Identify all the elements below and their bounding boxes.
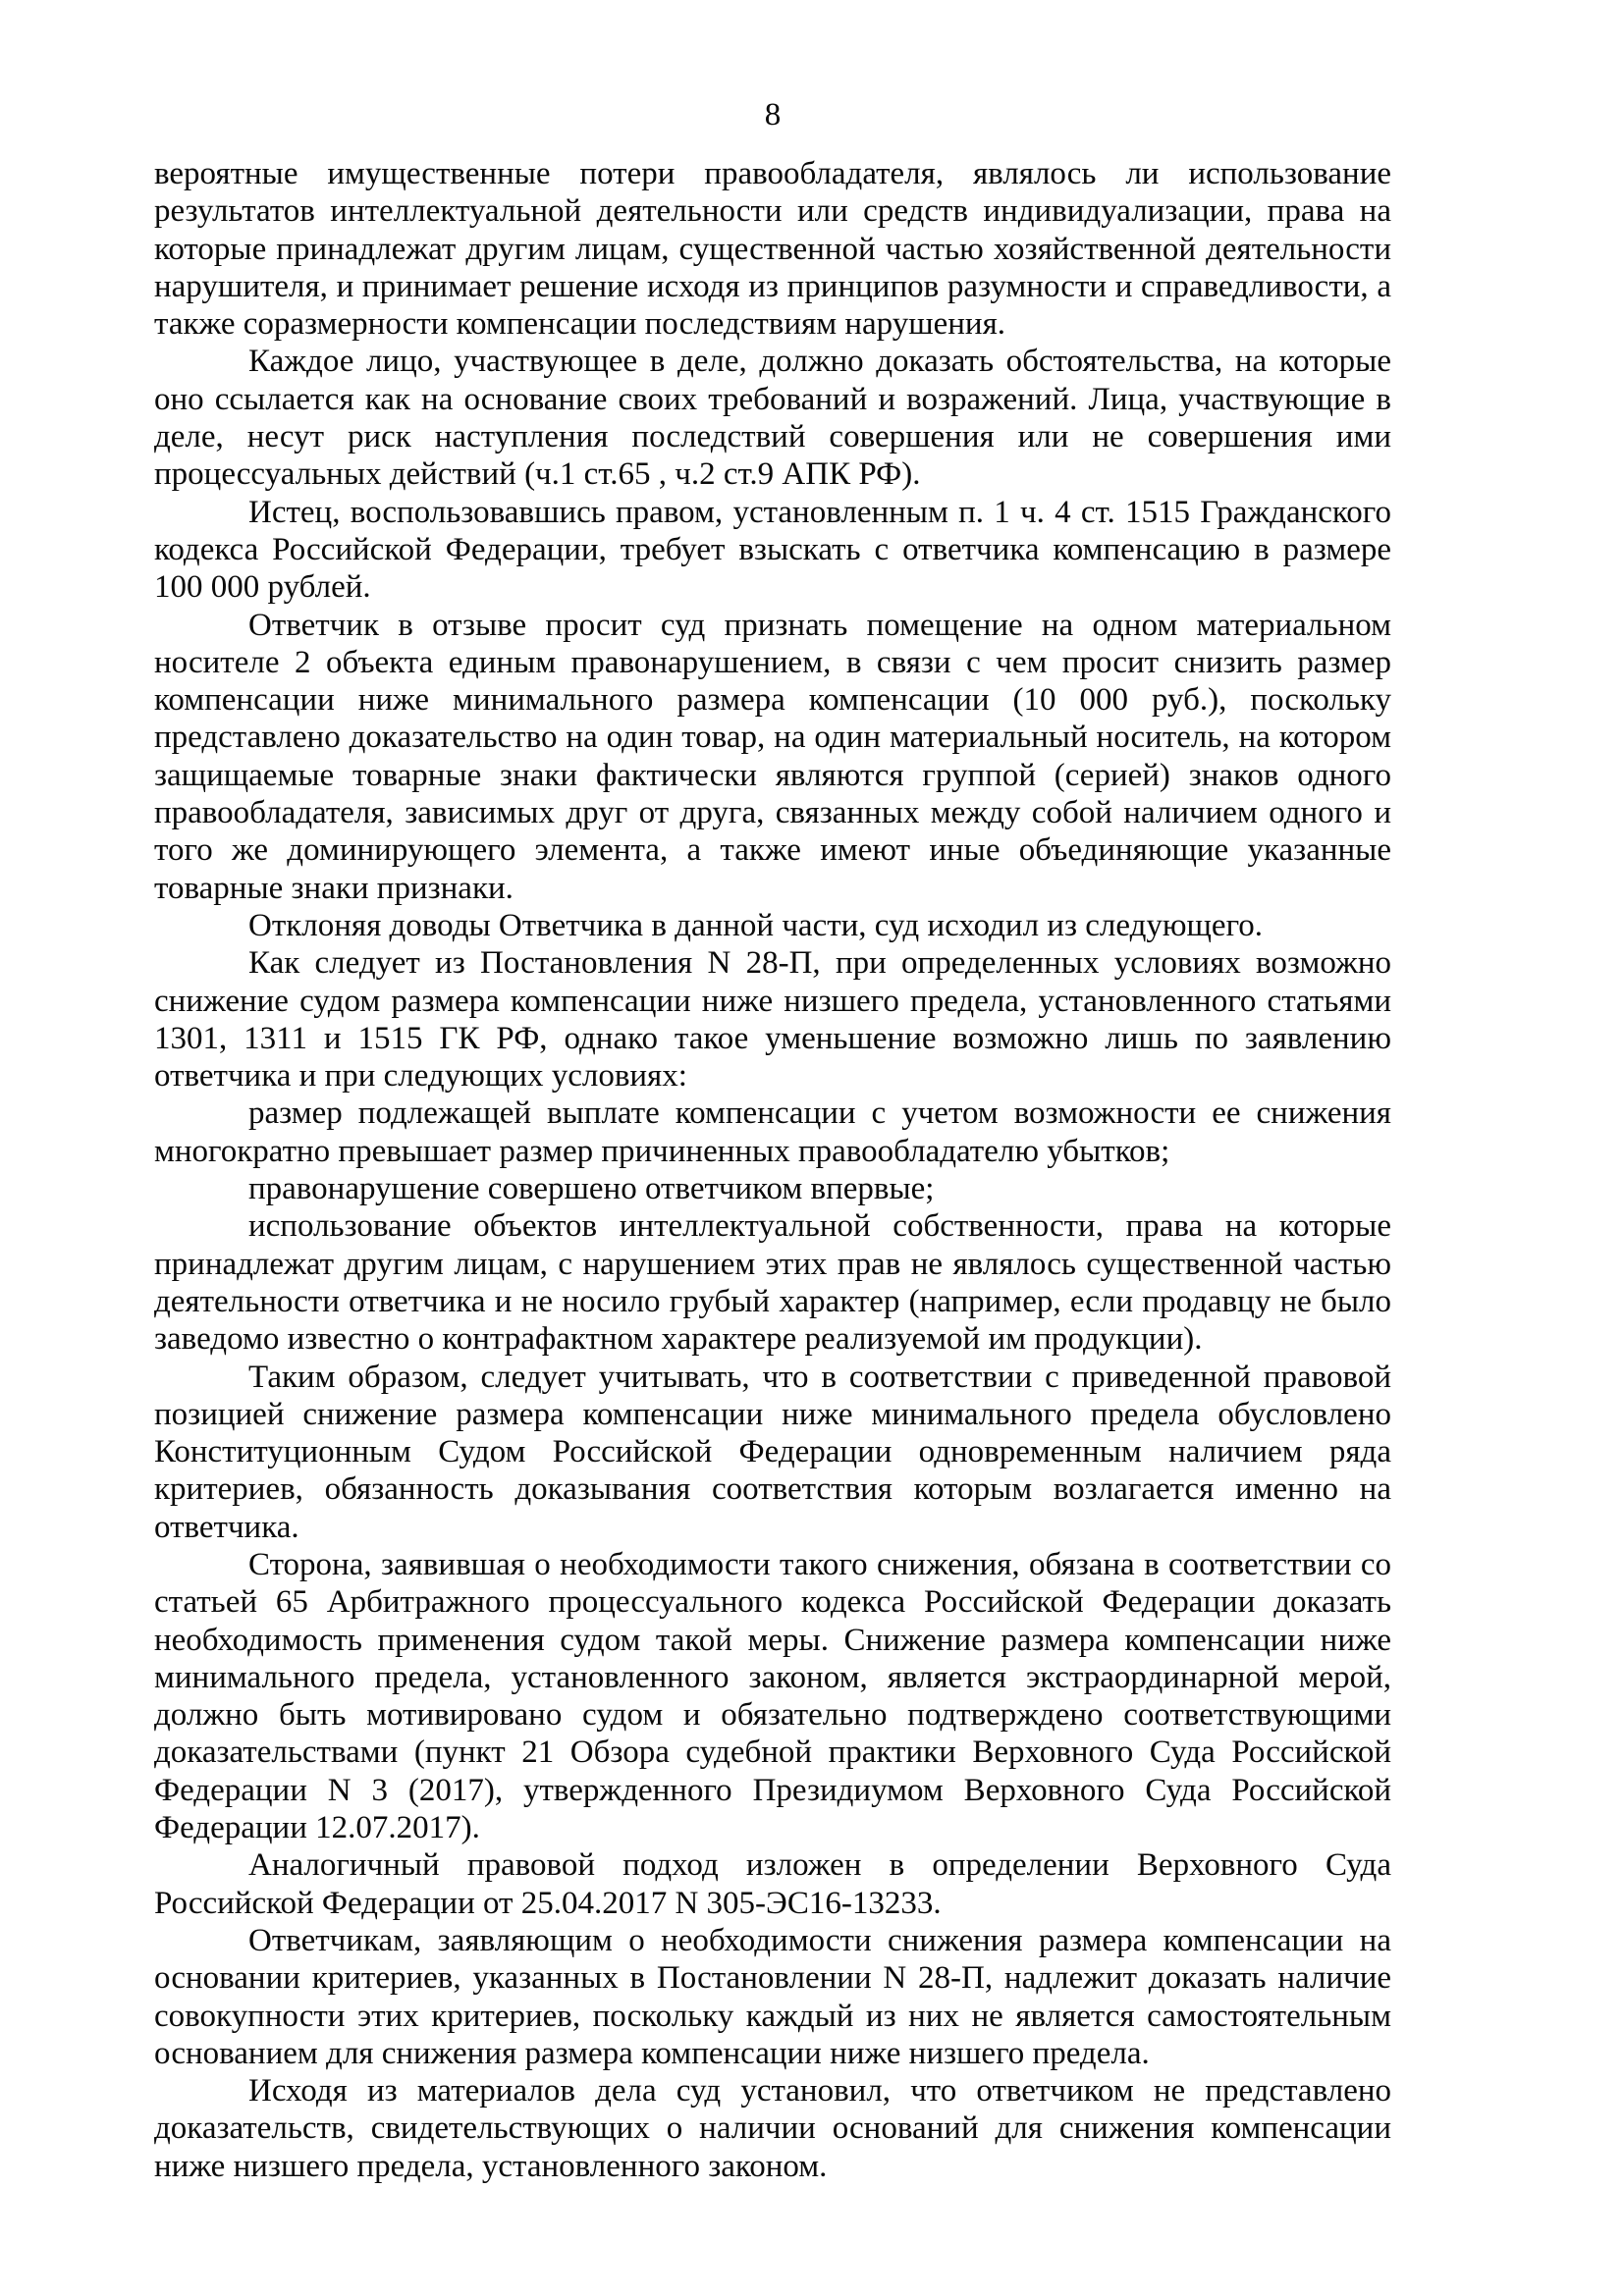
paragraph-2: Каждое лицо, участвующее в деле, должно доказать обстоятельства, на которые оно ссылается как на основание своих требований и возражений. Лица, участвующие в деле, несут риск наступления последствий совершения или не совершения ими процессуальных действий (ч.1 ст.65 , ч.2 ст.9 АПК РФ). xyxy=(154,344,1391,493)
paragraph-14: Исходя из материалов дела суд установил, что ответчиком не представлено доказательств, свидетельствующих о наличии оснований для снижения компенсации ниже низшего предела, установленного законом. xyxy=(154,2073,1391,2184)
paragraph-11: Сторона, заявившая о необходимости такого снижения, обязана в соответствии со статьей 65 Арбитражного процессуального кодекса Российской Федерации доказать необходимость применения судом такой меры. Снижение размера компенсации ниже минимального предела, установленного законом, является экстраординарной мерой, должно быть мотивировано судом и обязательно подтверждено соответствующими доказательствами (пункт 21 Обзора судебной практики Верховного Суда Российской Федерации N 3 (2017), утвержденного Президиумом Верховного Суда Российской Федерации 12.07.2017). xyxy=(154,1546,1391,1846)
document-body xyxy=(154,155,1391,2185)
paragraph-3: Истец, воспользовавшись правом, установленным п. 1 ч. 4 ст. 1515 Гражданского кодекса Российской Федерации, требует взыскать с ответчика компенсацию в размере 100 000 рублей. xyxy=(154,494,1391,606)
paragraph-6: Как следует из Постановления N 28-П, при определенных условиях возможно снижение судом размера компенсации ниже низшего предела, установленного статьями 1301, 1311 и 1515 ГК РФ, однако такое уменьшение возможно лишь по заявлению ответчика и при следующих условиях: xyxy=(154,945,1391,1095)
paragraph-12: Аналогичный правовой подход изложен в определении Верховного Суда Российской Федерации от 25.04.2017 N 305-ЭС16-13233. xyxy=(154,1847,1391,1921)
paragraph-10: Таким образом, следует учитывать, что в соответствии с приведенной правовой позицией снижение размера компенсации ниже минимального предела обусловлено Конституционным Судом Российской Федерации одновременным наличием ряда критериев, обязанность доказывания соответствия которым возлагается именно на ответчика. xyxy=(154,1359,1391,1545)
paragraph-5: Отклоняя доводы Ответчика в данной части, суд исходил из следующего. xyxy=(248,907,1264,943)
paragraph-13: Ответчикам, заявляющим о необходимости снижения размера компенсации на основании критериев, указанных в Постановлении N 28-П, надлежит доказать наличие совокупности этих критериев, поскольку каждый из них не является самостоятельным основанием для снижения размера компенсации ниже низшего предела. xyxy=(154,1922,1391,2071)
paragraph-8: правонарушение совершено ответчиком впервые; xyxy=(248,1171,935,1207)
paragraph-7: размер подлежащей выплате компенсации с учетом возможности ее снижения многократно превышает размер причиненных правообладателю убытков; xyxy=(154,1095,1391,1169)
paragraph-9: использование объектов интеллектуальной собственности, права на которые принадлежат другим лицам, с нарушением этих прав не являлось существенной частью деятельности ответчика и не носило грубый характер (например, если продавцу не было заведомо известно о контрафактном характере реализуемой им продукции). xyxy=(154,1208,1391,1358)
paragraph-4: Ответчик в отзыве просит суд признать помещение на одном материальном носителе 2 объекта единым правонарушением, в связи с чем просит снизить размер компенсации ниже минимального размера компенсации (10 000 руб.), поскольку представлено доказательство на один товар, на один материальный носитель, на котором защищаемые товарные знаки фактически являются группой (серией) знаков одного правообладателя, зависимых друг от друга, связанных между собой наличием одного и того же доминирующего элемента, а также имеют иные объединяющие указанные товарные знаки признаки. xyxy=(154,607,1391,906)
paragraph-1: вероятные имущественные потери правообладателя, являлось ли использование результатов интеллектуальной деятельности или средств индивидуализации, права на которые принадлежат другим лицам, существенной частью хозяйственной деятельности нарушителя, и принимает решение исходя из принципов разумности и справедливости, а также соразмерности компенсации последствиям нарушения. xyxy=(154,156,1391,343)
page-number: 8 xyxy=(764,97,782,133)
